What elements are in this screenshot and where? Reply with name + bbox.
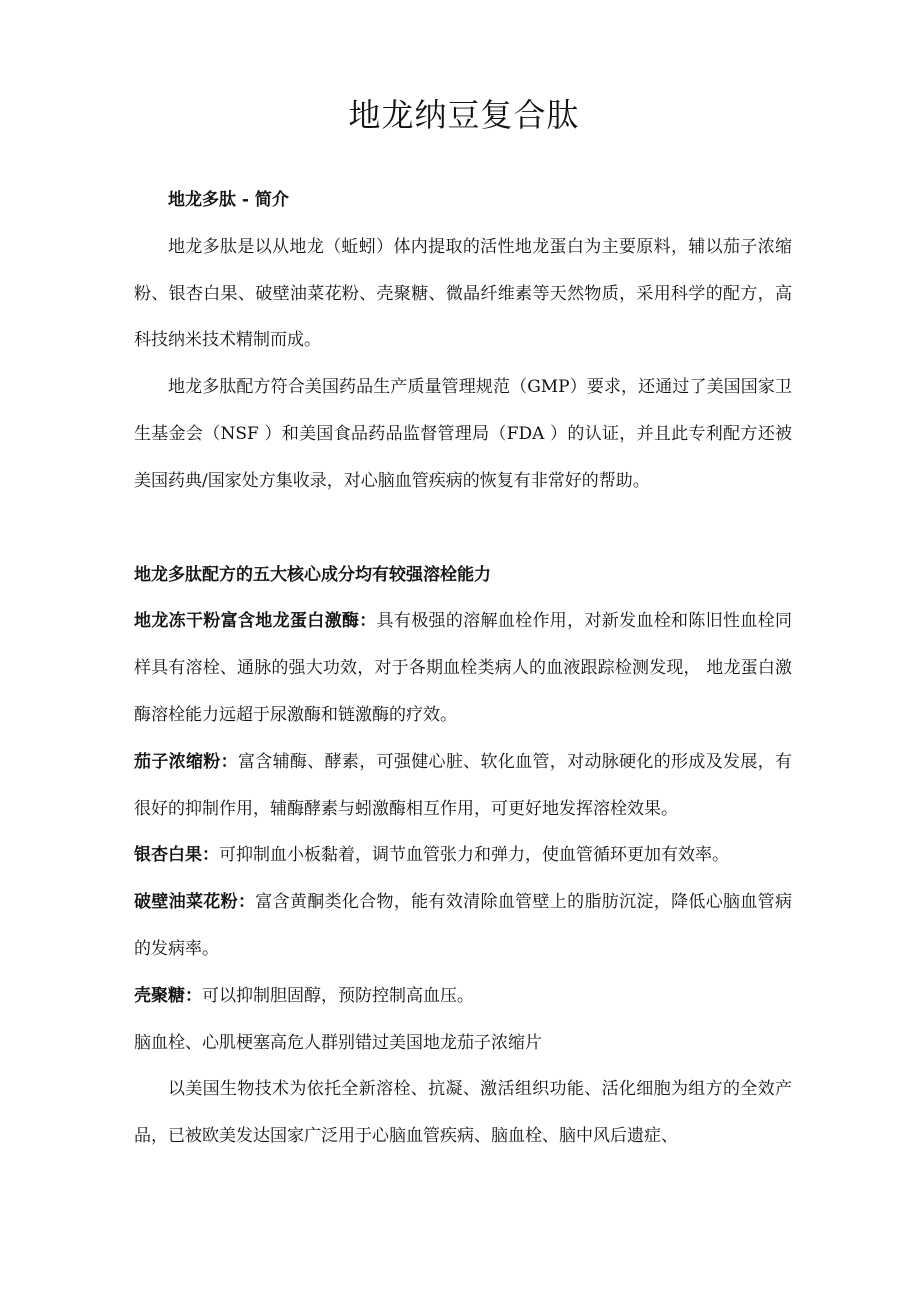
component-item-chitosan xyxy=(134,973,792,1020)
intro-paragraph-2: 地龙多肽配方符合美国药品生产质量管理规范（GMP）要求，还通过了美国国家卫生基金会（NSF ）和美国食品药品监督管理局（FDA ）的认证，并且此专利配方还被美国药典/国家处方集收录，对心脑血管疾病的恢复有非常好的帮助。 xyxy=(134,377,792,491)
component-description: 具有极强的溶解血栓作用，对新发血栓和陈旧性血栓同样具有溶栓、通脉的强大功效，对于各期血栓类病人的血液跟踪检测发现， 地龙蛋白激酶溶栓能力远超于尿激酶和链激酶的疗效。 xyxy=(134,611,793,725)
tagline: 脑血栓、心肌梗塞高危人群别错过美国地龙茄子浓缩片 xyxy=(134,1032,542,1053)
document-title: 地龙纳豆复合肽 xyxy=(348,96,580,134)
intro-heading: 地龙多肽 - 简介 xyxy=(168,190,289,210)
component-description: 可以抑制胆固醇，预防控制高血压。 xyxy=(202,985,474,1006)
component-term: 壳聚糖： xyxy=(134,985,202,1006)
component-description: 富含黄酮类化合物，能有效清除血管壁上的脂肪沉淀，降低心脑血管病的发病率。 xyxy=(134,892,793,959)
intro-paragraph-1: 地龙多肽是以从地龙（蚯蚓）体内提取的活性地龙蛋白为主要原料，辅以茄子浓缩粉、银杏白果、破壁油菜花粉、壳聚糖、微晶纤维素等天然物质，采用科学的配方，高科技纳米技术精制而成。 xyxy=(134,236,792,351)
components-heading: 地龙多肽配方的五大核心成分均有较强溶栓能力 xyxy=(134,564,491,585)
component-item-earthworm-enzyme xyxy=(134,598,792,738)
component-term: 破壁油菜花粉： xyxy=(134,892,256,913)
component-description: 富含辅酶、酵素，可强健心脏、软化血管，对动脉硬化的形成及发展，有很好的抑制作用，辅酶酵素与蚓激酶相互作用，可更好地发挥溶栓效果。 xyxy=(134,751,793,819)
component-term: 茄子浓缩粉： xyxy=(134,751,238,772)
component-description: 可抑制血小板黏着，调节血管张力和弹力，使血管循环更加有效率。 xyxy=(219,845,729,866)
component-item-ginkgo xyxy=(134,832,792,879)
component-term: 银杏白果： xyxy=(134,845,219,866)
section-spacer xyxy=(134,505,792,552)
component-item-rape-pollen xyxy=(134,879,792,973)
component-item-eggplant-powder xyxy=(134,739,792,833)
component-term: 地龙冻干粉富含地龙蛋白激酶： xyxy=(134,611,377,632)
document-body xyxy=(134,177,792,1160)
closing-paragraph: 以美国生物技术为依托全新溶栓、抗凝、激活组织功能、活化细胞为组方的全效产品，已被欧美发达国家广泛用于心脑血管疾病、脑血栓、脑中风后遗症、 xyxy=(134,1079,792,1147)
